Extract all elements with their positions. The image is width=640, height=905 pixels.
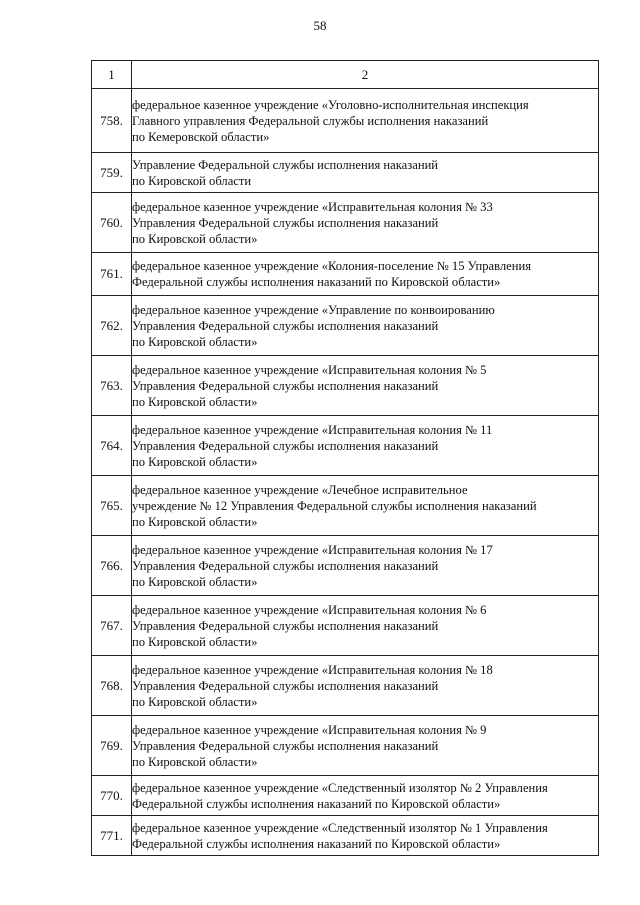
institution-name-line: Управления Федеральной службы исполнения наказаний [132,558,439,573]
institution-name [132,656,599,716]
row-number: 768. [92,656,132,716]
institution-name-line: Федеральной службы исполнения наказаний по Кировской области» [132,796,501,811]
institution-name-line: по Кировской области» [132,334,258,349]
table-row [92,193,599,253]
institution-name-line: по Кировской области» [132,454,258,469]
institution-name [132,776,599,816]
institution-name-line: Управления Федеральной службы исполнения наказаний [132,438,439,453]
institution-name-line: федеральное казенное учреждение «Колония-поселение № 15 Управления [132,259,532,273]
row-number: 765. [92,476,132,536]
table-row [92,153,599,193]
row-number: 767. [92,596,132,656]
institution-name-line: по Кировской области» [132,754,258,769]
institution-name-line: учреждение № 12 Управления Федеральной службы исполнения наказаний [132,498,537,513]
institution-name-line: по Кировской области [132,173,252,188]
institution-name-line: по Кировской области» [132,231,258,246]
institution-name [132,193,599,253]
institution-name [132,153,599,193]
table-row [92,296,599,356]
institutions-table [91,60,599,856]
institution-name-line: федеральное казенное учреждение «Лечебное исправительное [132,482,468,497]
row-number: 763. [92,356,132,416]
row-number: 762. [92,296,132,356]
row-number: 761. [92,253,132,296]
table-row [92,253,599,296]
table-row [92,356,599,416]
row-number: 759. [92,153,132,193]
table-row [92,816,599,856]
table-row [92,89,599,153]
institution-name-line: федеральное казенное учреждение «Управление по конвоированию [132,302,495,317]
table-row [92,536,599,596]
institution-name-line: Федеральной службы исполнения наказаний по Кировской области» [132,836,501,851]
institution-name-line: федеральное казенное учреждение «Следственный изолятор № 1 Управления [132,820,548,835]
page-number: 58 [313,18,327,33]
row-number: 758. [92,89,132,153]
institution-name-line: Управления Федеральной службы исполнения наказаний [132,215,439,230]
table-body [92,61,599,856]
institution-name-line: Управление Федеральной службы исполнения наказаний [132,157,439,172]
institution-name-line: по Кировской области» [132,514,258,529]
institution-name-line: по Кемеровской области» [132,129,270,144]
row-number: 770. [92,776,132,816]
institution-name [132,416,599,476]
table-row [92,416,599,476]
table-row [92,776,599,816]
header-col-name: 2 [132,61,599,89]
institution-name-line: Управления Федеральной службы исполнения наказаний [132,738,439,753]
table-header-row [92,61,599,89]
institution-name-line: по Кировской области» [132,694,258,709]
institution-name-line: по Кировской области» [132,574,258,589]
table-row [92,656,599,716]
institution-name-line: Федеральной службы исполнения наказаний по Кировской области» [132,275,501,289]
row-number: 766. [92,536,132,596]
institution-name [132,536,599,596]
institution-name-line: Управления Федеральной службы исполнения наказаний [132,318,439,333]
row-number: 764. [92,416,132,476]
institution-name-line: федеральное казенное учреждение «Исправительная колония № 18 [132,662,493,677]
institution-name-line: федеральное казенное учреждение «Следственный изолятор № 2 Управления [132,780,548,795]
institution-name-line: Управления Федеральной службы исполнения наказаний [132,378,439,393]
institution-name [132,716,599,776]
table-row [92,476,599,536]
table-row [92,596,599,656]
row-number: 760. [92,193,132,253]
row-number: 769. [92,716,132,776]
institution-name-line: по Кировской области» [132,634,258,649]
table-row [92,716,599,776]
institution-name [132,476,599,536]
institution-name [132,356,599,416]
institution-name-line: Управления Федеральной службы исполнения наказаний [132,678,439,693]
institution-name [132,253,599,296]
institution-name-line: федеральное казенное учреждение «Уголовно-исполнительная инспекция [132,97,529,112]
institution-name [132,596,599,656]
institution-name-line: Управления Федеральной службы исполнения наказаний [132,618,439,633]
institution-name [132,296,599,356]
institution-name-line: федеральное казенное учреждение «Исправительная колония № 5 [132,362,487,377]
institution-name-line: Главного управления Федеральной службы исполнения наказаний [132,113,489,128]
institution-name-line: по Кировской области» [132,394,258,409]
institution-name-line: федеральное казенное учреждение «Исправительная колония № 6 [132,602,487,617]
institution-name-line: федеральное казенное учреждение «Исправительная колония № 33 [132,199,493,214]
institution-name [132,816,599,856]
row-number: 771. [92,816,132,856]
institution-name-line: федеральное казенное учреждение «Исправительная колония № 17 [132,542,493,557]
institution-name-line: федеральное казенное учреждение «Исправительная колония № 9 [132,722,487,737]
header-col-number: 1 [92,61,132,89]
institution-name-line: федеральное казенное учреждение «Исправительная колония № 11 [132,422,493,437]
institution-name [132,89,599,153]
